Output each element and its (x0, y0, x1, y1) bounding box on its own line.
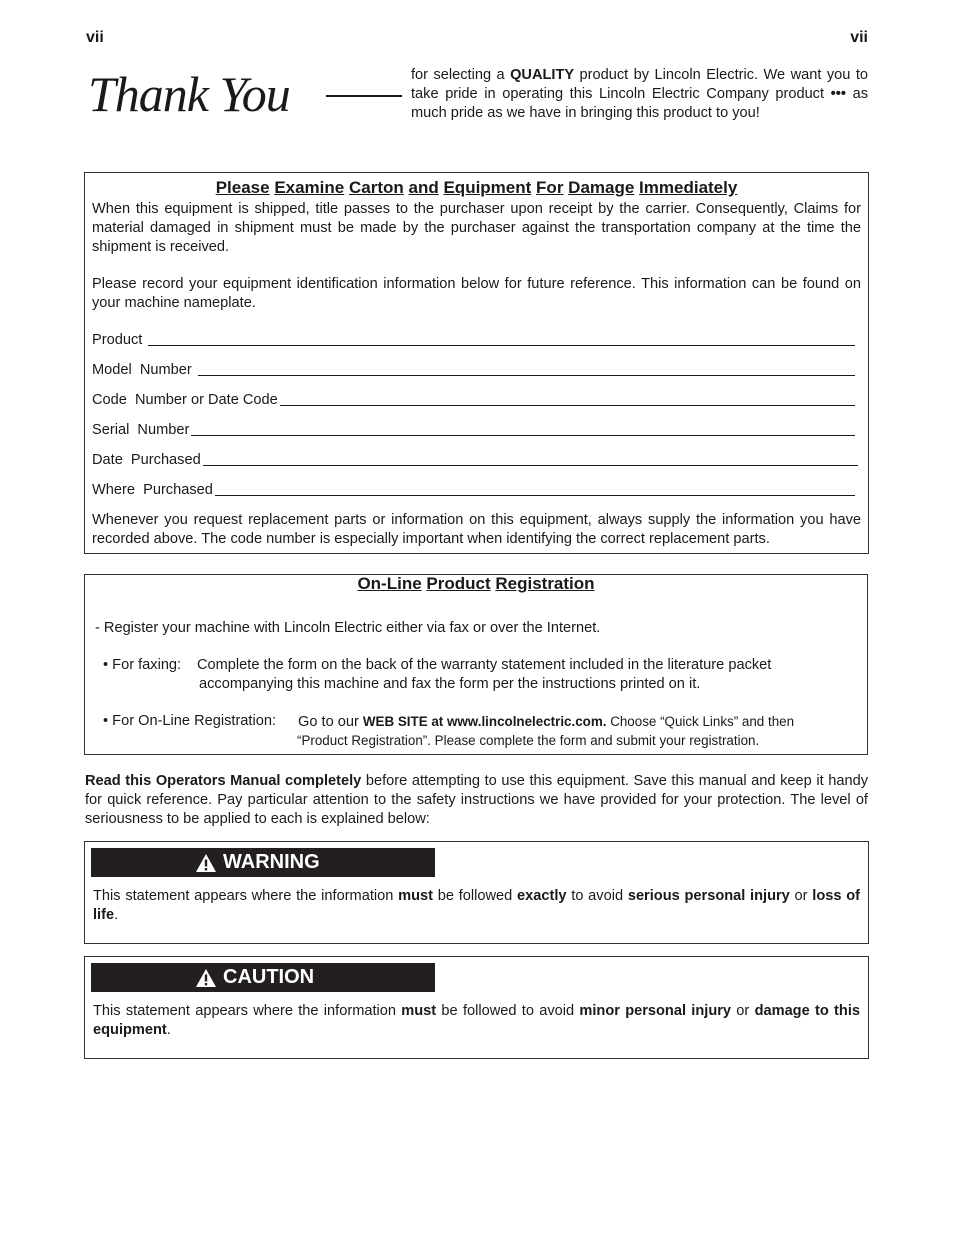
where-purchased-field[interactable] (92, 470, 861, 500)
thank-you-rule (326, 95, 402, 97)
warning-b3: serious personal injury (627, 888, 790, 904)
warning-triangle-icon (195, 968, 217, 988)
title-word: Damage (568, 178, 635, 197)
registration-box-title (95, 573, 857, 595)
code-number-field[interactable] (92, 380, 861, 410)
damage-info-box (84, 172, 869, 554)
online-text-line-2: “Product Registration”. Please complete the form and submit your registration. (297, 733, 760, 748)
title-word: Registration (495, 574, 595, 593)
caution-b2: minor personal injury (579, 1003, 732, 1019)
product-field[interactable] (92, 320, 861, 350)
field-label: Product (92, 332, 147, 348)
shipping-claims-paragraph: When this equipment is shipped, title passes to the purchaser upon receipt by the carrier. Consequently, Claims for material damaged in shipment must be made by the purchaser against the transportation company at the time the shipment is received. (92, 201, 861, 255)
warning-t2: be followed (432, 888, 518, 904)
model-number-field[interactable] (92, 350, 861, 380)
online-rest-1: Choose “Quick Links” and then (606, 714, 795, 729)
warning-b4: loss of life (93, 888, 861, 923)
fill-in-line[interactable] (191, 435, 855, 436)
replacement-parts-paragraph: Whenever you request replacement parts or information on this equipment, always supply the information you have recorded above. The code number is especially important when identifying the correct replacement parts. (92, 512, 861, 547)
page-number-left: vii (86, 29, 104, 46)
warning-t5: . (114, 907, 119, 923)
website-link[interactable]: WEB SITE at www.lincolnelectric.com. (362, 714, 607, 729)
title-word: Product (426, 574, 491, 593)
field-label: Serial Number (92, 422, 190, 438)
caution-b3: damage to this equipment (93, 1003, 860, 1038)
damage-box-title (92, 177, 861, 199)
title-word: Examine (274, 178, 345, 197)
read-manual-bold: Read this Operators Manual completely (85, 773, 362, 789)
online-registration-box (84, 574, 868, 755)
field-label: Code Number or Date Code (92, 392, 278, 408)
caution-t4: . (166, 1022, 171, 1038)
intro-text-3: as much pride as we have in bringing this product to you! (411, 86, 868, 121)
caution-b1: must (401, 1003, 437, 1019)
date-purchased-field[interactable] (92, 440, 861, 470)
fax-text-line-1: Complete the form on the back of the warranty statement included in the literature packet (197, 657, 772, 673)
caution-t1: This statement appears where the information (93, 1003, 402, 1019)
warning-t4: or (789, 888, 813, 904)
field-label: Model Number (92, 362, 196, 378)
title-word: Equipment (443, 178, 532, 197)
thank-you-heading: Thank You (88, 66, 290, 122)
register-instruction: - Register your machine with Lincoln Electric either via fax or over the Internet. (95, 620, 601, 636)
caution-t2: be followed to avoid (436, 1003, 580, 1019)
warning-triangle-icon (195, 853, 217, 873)
record-info-paragraph: Please record your equipment identification information below for future reference. This information can be found on your machine nameplate. (92, 276, 861, 311)
fill-in-line[interactable] (198, 375, 855, 376)
intro-text (411, 66, 868, 123)
field-label: Where Purchased (92, 482, 213, 498)
fill-in-line[interactable] (203, 465, 858, 466)
intro-bullets: ••• (830, 86, 846, 102)
warning-t1: This statement appears where the information (93, 888, 399, 904)
caution-box (84, 956, 869, 1059)
serial-number-field[interactable] (92, 410, 861, 440)
field-label: Date Purchased (92, 452, 201, 468)
warning-label: WARNING (223, 851, 320, 873)
warning-b2: exactly (517, 888, 567, 904)
fax-label: • For faxing: (103, 657, 182, 673)
title-word: Immediately (639, 178, 738, 197)
caution-t3: or (731, 1003, 755, 1019)
read-manual-rest: before attempting to use this equipment. Save this manual and keep it handy for quick reference. Pay particular attention to the safety instructions we have provided for your protection. The level of seriousness to be applied to each is explained below: (85, 773, 868, 827)
warning-t3: to avoid (566, 888, 628, 904)
fill-in-line[interactable] (148, 345, 855, 346)
fill-in-line[interactable] (280, 405, 855, 406)
caution-label: CAUTION (223, 966, 315, 988)
online-go: Go to our (298, 714, 363, 730)
intro-quality: QUALITY (510, 67, 575, 83)
page-number-right: vii (850, 29, 868, 46)
caution-header-bar (91, 963, 435, 992)
warning-text (93, 887, 860, 925)
fill-in-line[interactable] (215, 495, 855, 496)
title-word: Carton (348, 178, 404, 197)
read-manual-paragraph (85, 772, 868, 829)
warning-header-bar (91, 848, 435, 877)
intro-text-2: product by Lincoln Electric. We want you to take pride in operating this Lincoln Electric Company product (411, 67, 868, 102)
warning-b1: must (398, 888, 433, 904)
warning-box (84, 841, 869, 944)
title-word: For (536, 178, 564, 197)
online-label: • For On-Line Registration: (103, 713, 277, 729)
online-text-line-1 (298, 712, 794, 732)
title-word: and (408, 178, 439, 197)
title-word: Please (215, 178, 270, 197)
title-word: On-Line (357, 574, 422, 593)
caution-text (93, 1002, 860, 1040)
fax-text-line-2: accompanying this machine and fax the form per the instructions printed on it. (199, 676, 701, 692)
intro-text-1: for selecting a (411, 67, 511, 83)
